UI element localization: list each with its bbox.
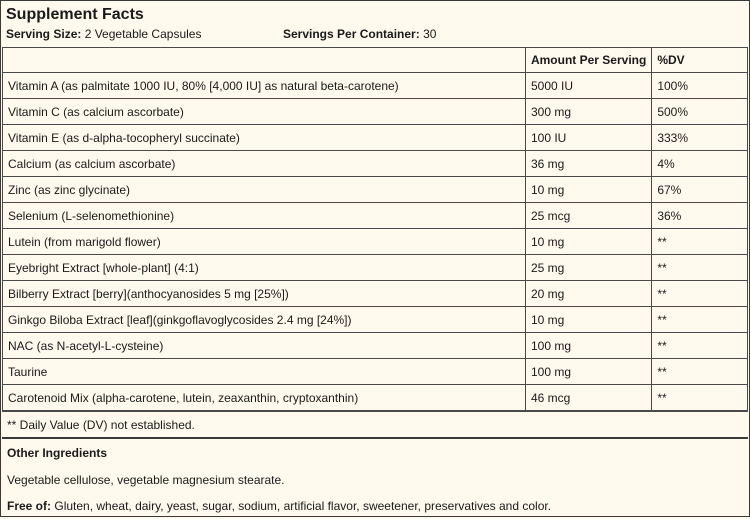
free-of-label: Free of: <box>7 499 52 513</box>
amount-per-serving: 300 mg <box>525 99 651 125</box>
nutrient-name: Taurine <box>3 359 526 385</box>
table-row <box>3 281 748 307</box>
table-row <box>3 203 748 229</box>
header-dv: %DV <box>652 48 748 73</box>
panel-title: Supplement Facts <box>6 6 144 23</box>
table-row <box>3 177 748 203</box>
other-ingredients-section <box>2 437 748 519</box>
serving-size <box>6 27 201 41</box>
nutrient-name: Bilberry Extract [berry](anthocyanosides 5 mg [25%]) <box>3 281 526 307</box>
nutrient-name: Carotenoid Mix (alpha-carotene, lutein, zeaxanthin, cryptoxanthin) <box>3 385 526 411</box>
servings-per-container-label: Servings Per Container: <box>283 27 420 41</box>
daily-value: ** <box>652 255 748 281</box>
amount-per-serving: 46 mcg <box>525 385 651 411</box>
table-row <box>3 307 748 333</box>
other-ingredients-heading: Other Ingredients <box>7 446 108 460</box>
table-row <box>3 73 748 99</box>
daily-value: 36% <box>652 203 748 229</box>
daily-value: ** <box>652 229 748 255</box>
daily-value: 4% <box>652 151 748 177</box>
nutrient-name: Vitamin A (as palmitate 1000 IU, 80% [4,000 IU] as natural beta-carotene) <box>3 73 526 99</box>
daily-value: 67% <box>652 177 748 203</box>
servings-per-container <box>283 27 436 41</box>
nutrient-name: NAC (as N-acetyl-L-cysteine) <box>3 333 526 359</box>
amount-per-serving: 10 mg <box>525 307 651 333</box>
table-header-row <box>3 48 748 73</box>
table-row <box>3 151 748 177</box>
footnote-row <box>2 411 748 437</box>
nutrient-name: Ginkgo Biloba Extract [leaf](ginkgoflavoglycosides 2.4 mg [24%]) <box>3 307 526 333</box>
amount-per-serving: 10 mg <box>525 177 651 203</box>
nutrient-table <box>2 47 748 411</box>
nutrient-name: Selenium (L-selenomethionine) <box>3 203 526 229</box>
amount-per-serving: 10 mg <box>525 229 651 255</box>
amount-per-serving: 100 mg <box>525 333 651 359</box>
nutrient-name: Vitamin E (as d-alpha-tocopheryl succinate) <box>3 125 526 151</box>
free-of-text: Gluten, wheat, dairy, yeast, sugar, sodium, artificial flavor, sweetener, preservatives and color. <box>54 499 552 513</box>
daily-value: 333% <box>652 125 748 151</box>
amount-per-serving: 36 mg <box>525 151 651 177</box>
servings-per-container-value: 30 <box>423 27 437 41</box>
header-nutrient <box>3 48 526 73</box>
amount-per-serving: 20 mg <box>525 281 651 307</box>
daily-value: ** <box>652 307 748 333</box>
amount-per-serving: 100 IU <box>525 125 651 151</box>
daily-value: ** <box>652 333 748 359</box>
header-amount: Amount Per Serving <box>525 48 651 73</box>
daily-value: 500% <box>652 99 748 125</box>
table-row <box>3 385 748 411</box>
serving-size-label: Serving Size: <box>6 27 82 41</box>
table-row <box>3 255 748 281</box>
nutrient-name: Eyebright Extract [whole-plant] (4:1) <box>3 255 526 281</box>
free-of-statement <box>7 499 551 513</box>
footnote: ** Daily Value (DV) not established. <box>7 418 195 432</box>
nutrient-name: Lutein (from marigold flower) <box>3 229 526 255</box>
nutrient-name: Vitamin C (as calcium ascorbate) <box>3 99 526 125</box>
table-row <box>3 229 748 255</box>
amount-per-serving: 25 mcg <box>525 203 651 229</box>
daily-value: ** <box>652 359 748 385</box>
daily-value: 100% <box>652 73 748 99</box>
amount-per-serving: 5000 IU <box>525 73 651 99</box>
serving-size-value: 2 Vegetable Capsules <box>84 27 202 41</box>
amount-per-serving: 100 mg <box>525 359 651 385</box>
table-row <box>3 359 748 385</box>
table-row <box>3 99 748 125</box>
nutrient-name: Calcium (as calcium ascorbate) <box>3 151 526 177</box>
amount-per-serving: 25 mg <box>525 255 651 281</box>
table-row <box>3 125 748 151</box>
nutrient-name: Zinc (as zinc glycinate) <box>3 177 526 203</box>
daily-value: ** <box>652 281 748 307</box>
other-ingredients-text: Vegetable cellulose, vegetable magnesium stearate. <box>7 473 285 487</box>
table-row <box>3 333 748 359</box>
daily-value: ** <box>652 385 748 411</box>
